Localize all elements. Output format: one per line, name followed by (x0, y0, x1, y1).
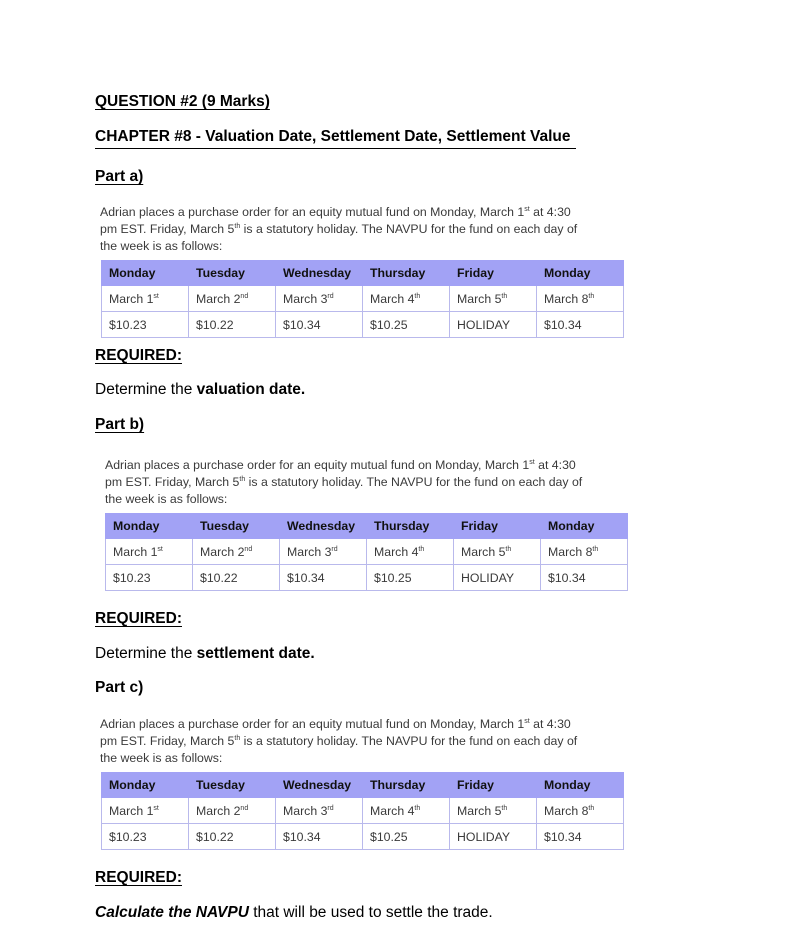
date-ordinal: th (505, 545, 512, 553)
part-b-label: Part b) (95, 416, 145, 433)
date-text: March 8 (544, 803, 589, 818)
date-cell (280, 539, 367, 565)
date-text: March 5 (461, 544, 506, 559)
navpu-cell: $10.34 (276, 824, 363, 850)
scenario-text: the week is as follows: (100, 239, 223, 253)
table-header-row (106, 514, 628, 539)
date-ordinal: th (414, 804, 421, 812)
navpu-cell: HOLIDAY (450, 824, 537, 850)
scenario-text: Adrian places a purchase order for an equity mutual fund on Monday, March 1 (100, 717, 525, 731)
scenario-line (105, 491, 625, 508)
date-ordinal: rd (327, 292, 334, 300)
day-header: Wednesday (280, 514, 367, 539)
date-ordinal: st (153, 292, 159, 300)
date-text: March 1 (113, 544, 158, 559)
navpu-cell: $10.22 (193, 565, 280, 591)
day-header: Monday (106, 514, 193, 539)
part-b-task-bold: settlement date. (196, 645, 315, 662)
date-ordinal: th (588, 292, 595, 300)
date-cell (363, 286, 450, 312)
date-text: March 3 (283, 291, 328, 306)
ordinal-suffix: st (529, 458, 535, 466)
navpu-cell: HOLIDAY (450, 312, 537, 338)
date-cell (454, 539, 541, 565)
scenario-text: at 4:30 (529, 717, 571, 731)
date-cell (537, 286, 624, 312)
date-cell (102, 286, 189, 312)
scenario-line (100, 733, 620, 750)
ordinal-suffix: th (234, 734, 241, 742)
scenario-line (105, 474, 625, 491)
scenario-line (100, 750, 620, 767)
part-a-label: Part a) (95, 168, 144, 185)
day-header: Friday (450, 261, 537, 286)
date-text: March 3 (283, 803, 328, 818)
scenario-line (100, 716, 620, 733)
day-header: Tuesday (189, 773, 276, 798)
navpu-cell: $10.34 (280, 565, 367, 591)
scenario-text: is a statutory holiday. The NAVPU for the fund on each day of (240, 222, 578, 236)
part-c-navpu-table (101, 772, 624, 850)
date-text: March 5 (457, 291, 502, 306)
scenario-text: Adrian places a purchase order for an equity mutual fund on Monday, March 1 (105, 458, 530, 472)
day-header: Friday (454, 514, 541, 539)
navpu-cell: $10.23 (102, 824, 189, 850)
part-a-navpu-table (101, 260, 624, 338)
scenario-text: at 4:30 (534, 458, 576, 472)
table-row-navpu (102, 312, 624, 338)
day-header: Monday (537, 773, 624, 798)
day-header: Monday (537, 261, 624, 286)
scenario-line (105, 457, 625, 474)
navpu-cell: $10.25 (363, 312, 450, 338)
navpu-cell: $10.22 (189, 312, 276, 338)
date-cell (106, 539, 193, 565)
chapter-title: CHAPTER #8 - Valuation Date, Settlement Date, Settlement Value (95, 128, 576, 149)
part-a-task (95, 381, 305, 399)
date-cell (189, 286, 276, 312)
navpu-cell: $10.22 (189, 824, 276, 850)
date-text: March 1 (109, 291, 154, 306)
date-cell (193, 539, 280, 565)
table-row-navpu (106, 565, 628, 591)
date-text: March 4 (370, 803, 415, 818)
navpu-cell: $10.25 (363, 824, 450, 850)
table-header-row (102, 773, 624, 798)
scenario-text: pm EST. Friday, March 5 (105, 475, 240, 489)
part-b-required-label: REQUIRED: (95, 610, 182, 627)
scenario-line (100, 204, 620, 221)
date-ordinal: th (414, 292, 421, 300)
date-ordinal: th (501, 804, 508, 812)
date-cell (102, 798, 189, 824)
navpu-cell: $10.34 (276, 312, 363, 338)
date-cell (450, 286, 537, 312)
part-a-required-label: REQUIRED: (95, 347, 182, 364)
navpu-cell: $10.23 (102, 312, 189, 338)
part-a-task-prefix: Determine the (95, 381, 197, 398)
day-header: Wednesday (276, 773, 363, 798)
navpu-cell: $10.34 (541, 565, 628, 591)
date-cell (276, 286, 363, 312)
part-b-scenario (105, 457, 625, 508)
scenario-line (100, 238, 620, 255)
date-text: March 5 (457, 803, 502, 818)
day-header: Monday (102, 261, 189, 286)
scenario-text: the week is as follows: (100, 751, 223, 765)
date-ordinal: th (588, 804, 595, 812)
date-cell (189, 798, 276, 824)
date-text: March 2 (196, 803, 241, 818)
date-text: March 4 (370, 291, 415, 306)
date-ordinal: st (153, 804, 159, 812)
day-header: Thursday (367, 514, 454, 539)
date-ordinal: st (157, 545, 163, 553)
part-b-task-prefix: Determine the (95, 645, 197, 662)
date-text: March 8 (548, 544, 593, 559)
scenario-text: is a statutory holiday. The NAVPU for the fund on each day of (245, 475, 583, 489)
day-header: Tuesday (193, 514, 280, 539)
ordinal-suffix: th (239, 475, 246, 483)
part-a-scenario (100, 204, 620, 255)
part-c-task (95, 904, 493, 922)
part-c-task-suffix: that will be used to settle the trade. (248, 904, 493, 921)
date-cell (537, 798, 624, 824)
navpu-cell: $10.23 (106, 565, 193, 591)
date-ordinal: rd (331, 545, 338, 553)
day-header: Tuesday (189, 261, 276, 286)
date-text: March 4 (374, 544, 419, 559)
scenario-text: is a statutory holiday. The NAVPU for the fund on each day of (240, 734, 578, 748)
day-header: Friday (450, 773, 537, 798)
scenario-text: pm EST. Friday, March 5 (100, 222, 235, 236)
day-header: Monday (102, 773, 189, 798)
date-text: March 1 (109, 803, 154, 818)
date-ordinal: th (501, 292, 508, 300)
part-a-task-bold: valuation date. (196, 381, 306, 398)
navpu-cell: $10.34 (537, 824, 624, 850)
date-ordinal: th (592, 545, 599, 553)
navpu-cell: $10.34 (537, 312, 624, 338)
date-ordinal: rd (327, 804, 334, 812)
part-c-task-bold: Calculate the NAVPU (95, 904, 249, 921)
date-ordinal: nd (240, 292, 249, 300)
part-c-required-label: REQUIRED: (95, 869, 182, 886)
part-b-task (95, 645, 315, 663)
question-title: QUESTION #2 (9 Marks) (95, 93, 270, 110)
ordinal-suffix: st (524, 717, 530, 725)
day-header: Wednesday (276, 261, 363, 286)
part-b-navpu-table (105, 513, 628, 591)
table-row-navpu (102, 824, 624, 850)
date-text: March 2 (200, 544, 245, 559)
scenario-text: the week is as follows: (105, 492, 228, 506)
day-header: Monday (541, 514, 628, 539)
part-c-scenario (100, 716, 620, 767)
ordinal-suffix: th (234, 222, 241, 230)
navpu-cell: HOLIDAY (454, 565, 541, 591)
date-cell (367, 539, 454, 565)
day-header: Thursday (363, 773, 450, 798)
scenario-text: at 4:30 (529, 205, 571, 219)
table-row-dates (102, 286, 624, 312)
date-cell (363, 798, 450, 824)
date-text: March 2 (196, 291, 241, 306)
table-row-dates (106, 539, 628, 565)
part-c-label: Part c) (95, 679, 144, 696)
scenario-text: Adrian places a purchase order for an equity mutual fund on Monday, March 1 (100, 205, 525, 219)
day-header: Thursday (363, 261, 450, 286)
date-cell (450, 798, 537, 824)
date-ordinal: nd (240, 804, 249, 812)
date-cell (541, 539, 628, 565)
date-text: March 3 (287, 544, 332, 559)
scenario-line (100, 221, 620, 238)
table-header-row (102, 261, 624, 286)
navpu-cell: $10.25 (367, 565, 454, 591)
scenario-text: pm EST. Friday, March 5 (100, 734, 235, 748)
date-cell (276, 798, 363, 824)
date-ordinal: nd (244, 545, 253, 553)
date-text: March 8 (544, 291, 589, 306)
ordinal-suffix: st (524, 205, 530, 213)
table-row-dates (102, 798, 624, 824)
date-ordinal: th (418, 545, 425, 553)
